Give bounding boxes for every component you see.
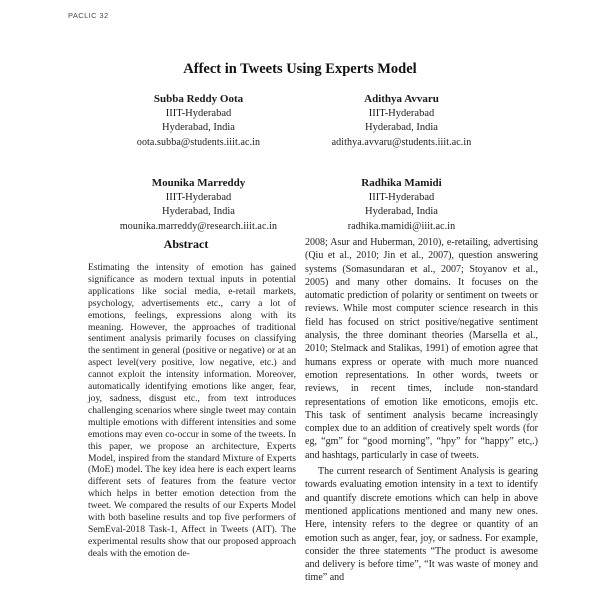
author-2 — [300, 92, 503, 150]
author-2-location: Hyderabad, India — [365, 122, 438, 133]
author-4-location: Hyderabad, India — [365, 206, 438, 217]
author-3-location: Hyderabad, India — [162, 206, 235, 217]
author-4-name: Radhika Mamidi — [361, 177, 442, 189]
author-3-affiliation: IIIT-Hyderabad — [165, 191, 232, 203]
author-4-email: radhika.mamidi@iiit.ac.in — [347, 220, 456, 232]
author-1 — [97, 92, 300, 150]
body-paragraph-2: The current research of Sentiment Analysis is gearing towards evaluating emotion intensity in a text to identify and quantify discrete emotions which can help in above mentioned applications mentioned and many new ones. Here, intensity refers to the degree or quantity of an emotion such as anger, fear, joy, or sadness. For example, consider the three statements “The product is awesome and delivery is before time”, “It was waste of money and time” and — [305, 466, 538, 584]
author-4-affiliation: IIIT-Hyderabad — [368, 191, 435, 203]
author-2-email: adithya.avvaru@students.iiit.ac.in — [331, 136, 472, 148]
author-3-email: mounika.marreddy@research.iiit.ac.in — [119, 220, 278, 232]
right-column — [305, 236, 538, 600]
abstract-heading: Abstract — [163, 237, 209, 251]
author-3-name: Mounika Marreddy — [151, 177, 246, 189]
author-2-affiliation: IIIT-Hyderabad — [368, 107, 435, 119]
author-2-name: Adithya Avvaru — [364, 93, 439, 105]
abstract-text: Estimating the intensity of emotion has gained significance as modern textual inputs in potential applications like social media, e-retail markets, psychology, advertisements etc., carry a lot of emotions, feelings, expressions along with its meaning. However, the approaches of traditional sentiment analysis primarily focuses on classifying the sentiment in general (positive or negative) or at an aspect level(very positive, low negative, etc.) and cannot exploit the intensity information. Moreover, automatically identifying emotions like anger, fear, joy, sadness, disgust etc., from text introduces challenging scenarios where single tweet may contain multiple emotions with different intensities and some emotions may even co-occur in some of the tweets. In this paper, we propose an architecture, Experts Model, inspired from the standard Mixture of Experts (MoE) model. The key idea here is each expert learns different sets of features from the feature vector which helps in better emotion detection from the tweet. We compared the results of our Experts Model with both baseline results and top five performers of SemEval-2018 Task-1, Affect in Tweets (AIT). The experimental results show that our proposed approach deals with the emotion de- — [88, 262, 296, 559]
running-header: PACLIC 32 — [68, 11, 109, 20]
author-1-location: Hyderabad, India — [162, 122, 235, 133]
author-1-email: oota.subba@students.iiit.ac.in — [136, 136, 261, 148]
paper-title: Affect in Tweets Using Experts Model — [183, 61, 417, 77]
author-4 — [300, 176, 503, 234]
author-1-affiliation: IIIT-Hyderabad — [165, 107, 232, 119]
author-1-name: Subba Reddy Oota — [153, 93, 244, 105]
author-block — [97, 92, 503, 234]
body-paragraph-1: 2008; Asur and Huberman, 2010), e-retailing, advertising (Qiu et al., 2010; Jin et al., 2007), question answering systems (Somasundaran et al., 2007; Stoyanov et al., 2005) and many other domains. It focuses on the automatic prediction of polarity or sentiment on tweets or reviews. While most computer science research in this field has focused on strict positive/negative sentiment analysis, the three dominant theories (Marsella et al., 2010; Stelmack and Stalikas, 1991) of emotion agree that humans express or operate with much more nuanced emotion representations. In other words, tweets or reviews, in recent times, include non-standard representations of emotion like emoticons, emojis etc. This task of sentiment analysis became increasingly complex due to an addition of creatively spelt words (for eg, “gm” for “good morning”, “hpy” for “happy” etc,.) and hashtags, particularly in case of tweets. — [305, 237, 538, 461]
author-3 — [97, 176, 300, 234]
